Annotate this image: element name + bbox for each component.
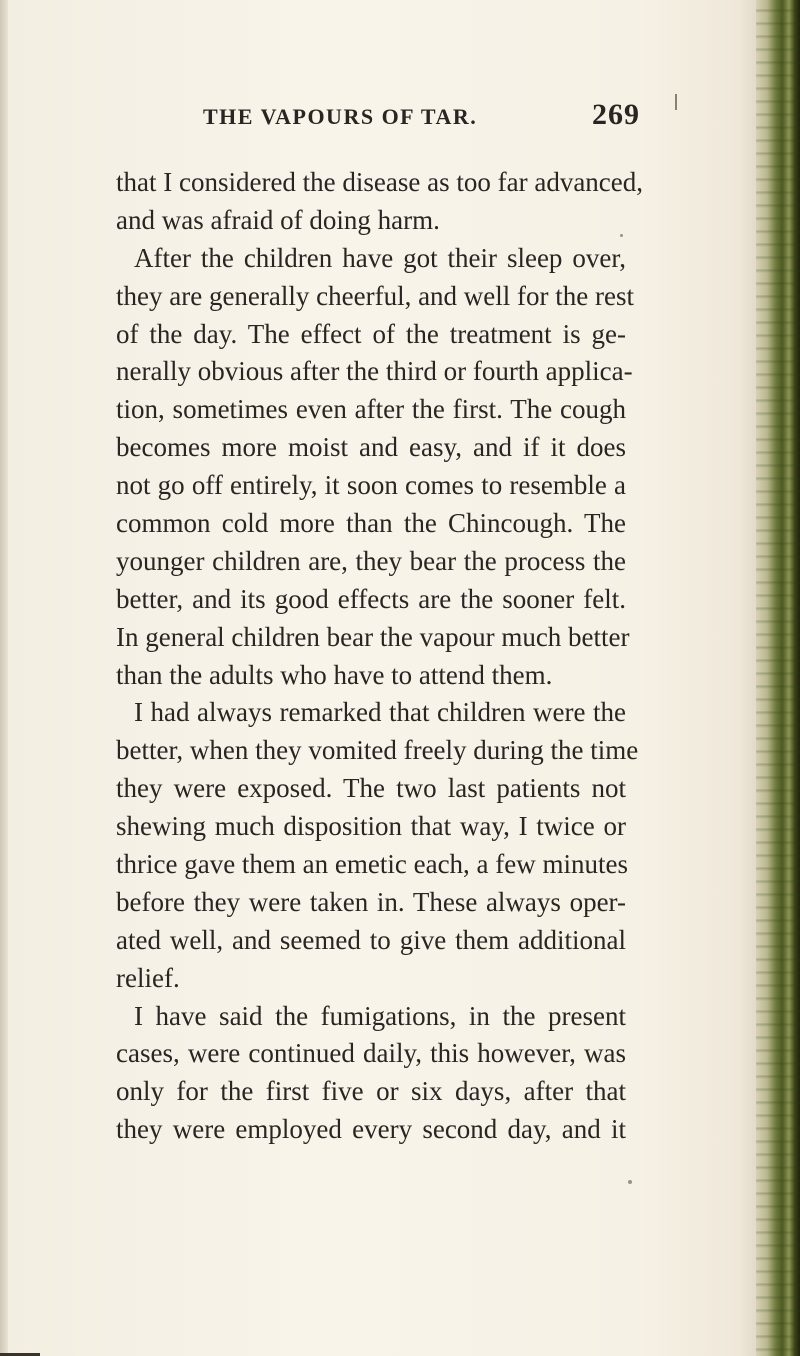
text-line: that I considered the disease as too far advanced, <box>116 167 644 197</box>
body-text <box>116 164 644 1149</box>
text-line: they were exposed. The two last patients not <box>116 773 626 804</box>
text-line: they are generally cheerful, and well for the rest <box>116 280 634 311</box>
paragraph-start-line: After the children have got their sleep over, <box>134 242 626 273</box>
text-line: becomes more moist and easy, and if it does <box>116 432 626 463</box>
text-line: than the adults who have to attend them. <box>116 659 553 690</box>
text-line: they were employed every second day, and it <box>116 1114 626 1145</box>
text-line: and was afraid of doing harm. <box>116 204 440 235</box>
text-line: In general children bear the vapour much better <box>116 621 630 652</box>
text-line: ated well, and seemed to give them additional <box>116 924 626 955</box>
text-line: not go off entirely, it soon comes to resemble a <box>116 470 626 501</box>
running-header <box>0 98 800 144</box>
text-line: cases, were continued daily, this however, was <box>116 1038 626 1069</box>
text-line: better, and its good effects are the sooner felt. <box>116 583 626 614</box>
text-line: younger children are, they bear the process the <box>116 545 626 576</box>
text-line: better, when they vomited freely during the time <box>116 735 639 766</box>
margin-mark <box>675 94 677 110</box>
text-line: tion, sometimes even after the first. The cough <box>116 394 626 425</box>
text-line: before they were taken in. These always oper- <box>116 886 626 917</box>
paragraph-start-line: I have said the fumigations, in the present <box>134 1000 626 1031</box>
paragraph-start-line: I had always remarked that children were the <box>134 697 626 728</box>
running-title: THE VAPOURS OF TAR. <box>203 104 478 129</box>
text-line: relief. <box>116 962 180 993</box>
text-line: shewing much disposition that way, I twice or <box>116 811 626 842</box>
text-line: nerally obvious after the third or fourth applica- <box>116 356 633 387</box>
paper-speck <box>628 1180 632 1184</box>
text-line: common cold more than the Chincough. The <box>116 508 626 539</box>
paper-speck <box>620 234 623 237</box>
page-left-edge <box>0 0 8 1356</box>
book-spine-edge <box>756 0 800 1356</box>
text-line: only for the first five or six days, after that <box>116 1076 626 1107</box>
page-number: 269 <box>592 98 640 131</box>
text-line: of the day. The effect of the treatment is ge- <box>116 318 626 349</box>
gutter-shadow <box>738 0 756 1356</box>
text-line: thrice gave them an emetic each, a few minutes <box>116 849 629 880</box>
